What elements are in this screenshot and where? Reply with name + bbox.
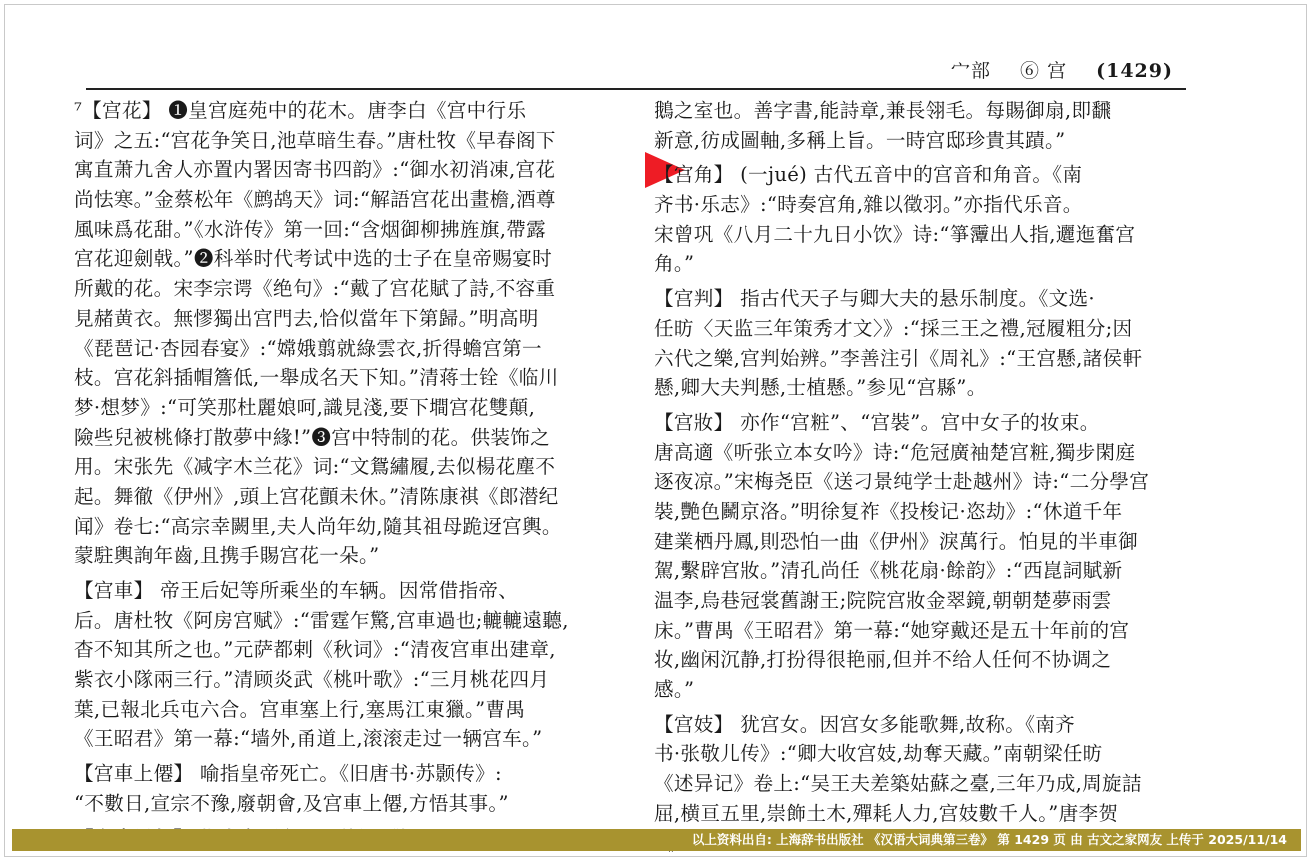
text-line: 新意,彷成圖軸,多稱上旨。一時宫邸珍貴其蹟。” bbox=[654, 128, 1066, 152]
text-line: 齐书·乐志》:“時奏宫角,雜以徵羽。”亦指代乐音。 bbox=[654, 193, 1083, 217]
entry-start-line: 【宫車】 帝王后妃等所乘坐的车辆。因常借指帝、 bbox=[74, 579, 519, 602]
text-line: 建業栖丹鳳,則恐怕一曲《伊州》淚萬行。怕見的半車御 bbox=[654, 529, 1138, 553]
text-line: 《王昭君》第一幕:“墙外,甬道上,滚滚走过一辆宫车。” bbox=[74, 727, 543, 751]
text-line: 用。宋张先《减字木兰花》词:“文鴛繡履,去似楊花塵不 bbox=[74, 455, 556, 479]
entry-start-line: 【宫車上僊】 喻指皇帝死亡。《旧唐书·苏颢传》: bbox=[74, 762, 502, 786]
right-column bbox=[654, 96, 1210, 828]
text-line: 見赭黄衣。無憀獨出宫門去,恰似當年下第歸。”明高明 bbox=[74, 306, 539, 330]
text-line: 枝。宫花斜插帽簷低,一舉成名天下知。”清蒋士铨《临川 bbox=[74, 366, 559, 390]
source-footer-text: 以上资料出自: 上海辞书出版社 《汉语大词典第三卷》 第 1429 页 由 古文之家网友 上传于 2025/11/14 bbox=[691, 832, 1287, 847]
header-rule bbox=[86, 88, 1186, 90]
text-line: “不數日,宣宗不豫,廢朝會,及宫車上僊,方悟其事。” bbox=[74, 791, 509, 815]
text-line: 宋曾巩《八月二十九日小饮》诗:“箏䨵出人指,邐迤奮宫 bbox=[654, 222, 1136, 246]
header-radical: 宀部 bbox=[950, 60, 991, 82]
text-line: 蒙駐輿詢年齒,且携手賜宫花一朵。” bbox=[74, 544, 380, 568]
text-line: 宫花迎劍戟。”❷科举时代考试中选的士子在皇帝赐宴时 bbox=[74, 247, 552, 271]
text-line: 《述异记》卷上:“吴王夫差築姑蘇之臺,三年乃成,周旋詰 bbox=[654, 772, 1142, 796]
header-char: 宫 bbox=[1047, 60, 1068, 82]
text-line: 險些兒被桃條打散夢中緣!”❸宫中特制的花。供装饰之 bbox=[74, 425, 551, 449]
text-line: 杳不知其所之也。”元萨都剌《秋词》:“清夜宫車出建章, bbox=[74, 638, 556, 662]
text-line: 葉,已報北兵屯六合。宫車塞上行,塞馬江東獵。”曹禺 bbox=[74, 697, 526, 721]
text-line: 《琵琶记·杏园春宴》:“嫦娥翦就綠雲衣,折得蟾宫第一 bbox=[74, 336, 542, 360]
entry-start-line: 【宫妓】 犹宫女。因宫女多能歌舞,故称。《南齐 bbox=[654, 712, 1076, 736]
text-line: 唐高適《听张立本女吟》诗:“危冠廣袖楚宫粧,獨步閑庭 bbox=[654, 440, 1136, 464]
entry-start-line: 【宫妝】 亦作“宫粧”、“宫裝”。宫中女子的妆束。 bbox=[654, 410, 1100, 434]
text-line: 紫衣小隊兩三行。”清顾炎武《桃叶歌》:“三月桃花四月 bbox=[74, 668, 550, 692]
text-line: 任昉〈天监三年策秀才文〉》:“採三王之禮,冠履粗分;因 bbox=[654, 316, 1133, 340]
text-line: 书·张敬儿传》:“卿大收宫妓,劫奪天藏。”南朝梁任昉 bbox=[654, 742, 1103, 766]
header-page-number: (1429) bbox=[1096, 60, 1173, 82]
text-line: 逐夜凉。”宋梅尧臣《送刁景纯学士赴越州》诗:“二分學宫 bbox=[654, 470, 1150, 494]
text-line: 妆,幽闲沉静,打扮得很艳丽,但并不给人任何不协调之 bbox=[654, 648, 1112, 672]
text-line: 床。”曹禺《王昭君》第一幕:“她穿戴还是五十年前的宫 bbox=[654, 618, 1130, 642]
left-column bbox=[74, 96, 630, 828]
entry-start-line: 【宫判】 指古代天子与卿大夫的悬乐制度。《文选· bbox=[654, 287, 1095, 311]
text-line: 寓直萧九舍人亦置内署因寄书四韵》:“御水初消凍,宫花 bbox=[74, 158, 556, 182]
text-line: 六代之樂,宫判始辨。”李善注引《周礼》:“王宫懸,諸侯軒 bbox=[654, 346, 1143, 370]
text-line: 所戴的花。宋李宗谔《绝句》:“戴了宫花賦了詩,不容重 bbox=[74, 277, 556, 301]
text-line: 尚怯寒。”金蔡松年《鹧鸪天》词:“解語宫花出畫檐,酒尊 bbox=[74, 188, 556, 212]
text-line: 屈,横亘五里,崇飾土木,殫耗人力,宫妓數千人。”唐李贺 bbox=[654, 801, 1119, 825]
text-line: ⁷【宫花】 ❶皇宫庭苑中的花木。唐李白《宫中行乐 bbox=[74, 99, 527, 122]
text-line: 駕,繫辟宫妝。”清孔尚任《桃花扇·餘韵》:“西崑詞賦新 bbox=[654, 559, 1123, 583]
text-line: 后。唐杜牧《阿房宫赋》:“雷霆乍驚,宫車過也;轆轆遠聽, bbox=[74, 608, 569, 632]
text-line: 感。” bbox=[654, 678, 695, 702]
text-line: 温李,烏巷冠裳舊謝王;院院宫妝金翠鏡,朝朝楚夢雨雲 bbox=[654, 589, 1112, 612]
text-line: 梦·想梦》:“可笑那杜麗娘呵,識見淺,要下墹宫花雙顛, bbox=[74, 395, 536, 419]
entry-start-line: 【宫角】 (一jué) 古代五音中的宫音和角音。《南 bbox=[654, 163, 1083, 187]
page-header bbox=[951, 56, 1173, 83]
text-line: 词》之五:“宫花争笑日,池草暗生春。”唐杜牧《早春阁下 bbox=[74, 128, 556, 152]
text-line: 鵝之室也。善字書,能詩章,兼長翎毛。每賜御扇,即飜 bbox=[654, 99, 1112, 122]
header-circled-number: ⑥ bbox=[1020, 60, 1041, 82]
text-line: 起。舞徹《伊州》,頭上宫花顫未休。”清陈康祺《郎潜纪 bbox=[74, 484, 559, 508]
text-line: 懸,卿大夫判懸,士植懸。”参见“宫縣”。 bbox=[654, 376, 987, 400]
text-line: 裝,艷色鬭京洛。”明徐复祚《投梭记·恣劫》:“休道千年 bbox=[654, 499, 1123, 523]
text-line: 風味爲花甜。”《水浒传》第一回:“含烟御柳拂旌旗,帶露 bbox=[74, 217, 547, 241]
text-line: 闻》卷七:“高宗幸闕里,夫人尚年幼,隨其祖母跪迓宫輿。 bbox=[74, 514, 562, 538]
text-line: 角。” bbox=[654, 252, 695, 276]
source-footer-bar bbox=[12, 829, 1301, 851]
